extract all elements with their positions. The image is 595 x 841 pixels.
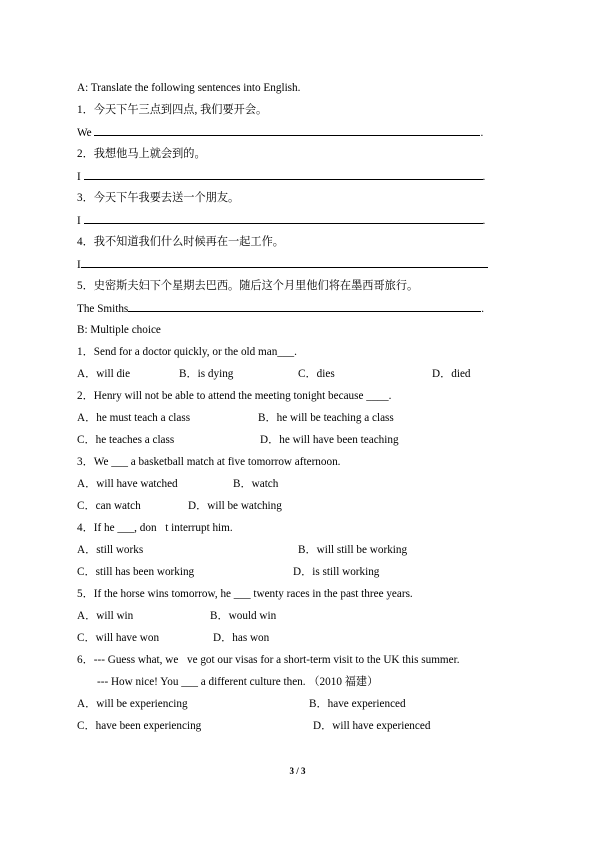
question-3-option-a[interactable]: A．will have watched xyxy=(77,478,178,490)
page-number: 3 / 3 xyxy=(289,766,306,776)
answer-starter: I xyxy=(77,215,84,227)
answer-line-1[interactable] xyxy=(77,125,483,140)
question-4-option-d[interactable]: D．is still working xyxy=(293,566,380,578)
answer-line-5[interactable] xyxy=(77,301,484,316)
question-5-stem: 5．If the horse wins tomorrow, he ___ twenty races in the past three years. xyxy=(77,588,413,600)
question-4-option-b[interactable]: B．will still be working xyxy=(298,544,408,556)
question-5-option-b[interactable]: B．would win xyxy=(210,610,277,622)
chinese-sentence: 我想他马上就会到的。 xyxy=(93,148,206,160)
question-3-stem: 3．We ___ a basketball match at five tomorrow afternoon. xyxy=(77,456,341,468)
answer-starter: We xyxy=(77,127,95,139)
item-number: 3． xyxy=(77,192,94,204)
question-3-option-d[interactable]: D．will be watching xyxy=(188,500,282,512)
answer-line-2[interactable] xyxy=(77,169,485,184)
question-6-option-d[interactable]: D．will have experienced xyxy=(313,720,431,732)
blank-line xyxy=(81,257,488,268)
item-number: 5． xyxy=(77,280,94,292)
answer-line-3[interactable] xyxy=(77,213,485,228)
question-2-option-b[interactable]: B．he will be teaching a class xyxy=(258,412,394,424)
question-1-option-a[interactable]: A．will die xyxy=(77,368,131,380)
translation-item-5 xyxy=(77,279,418,293)
blank-line xyxy=(84,169,483,180)
section-a-heading: A: Translate the following sentences into English. xyxy=(77,82,301,94)
question-5-option-d[interactable]: D．has won xyxy=(213,632,270,644)
question-1-option-c[interactable]: C．dies xyxy=(298,368,335,380)
translation-item-3 xyxy=(77,191,239,205)
question-6-stem: 6．--- Guess what, we ve got our visas for a short-term visit to the UK this summer. xyxy=(77,654,460,666)
question-4-option-a[interactable]: A．still works xyxy=(77,544,144,556)
question-6-stem-reply: --- How nice! You ___ a different culture then. （2010 福建） xyxy=(97,676,379,688)
item-number: 4． xyxy=(77,236,94,248)
blank-line xyxy=(84,213,483,224)
item-number: 2． xyxy=(77,148,94,160)
question-1-stem: 1．Send for a doctor quickly, or the old man___. xyxy=(77,346,297,358)
question-1-option-d[interactable]: D．died xyxy=(432,368,471,380)
question-5-option-c[interactable]: C．will have won xyxy=(77,632,160,644)
answer-end: . xyxy=(482,215,486,227)
question-4-option-c[interactable]: C．still has been working xyxy=(77,566,195,578)
answer-end: . xyxy=(481,303,485,315)
question-3-option-b[interactable]: B．watch xyxy=(233,478,279,490)
question-6-option-a[interactable]: A．will be experiencing xyxy=(77,698,188,710)
question-3-option-c[interactable]: C．can watch xyxy=(77,500,141,512)
translation-item-1 xyxy=(77,103,267,117)
chinese-sentence: 今天下午三点到四点, 我们要开会。 xyxy=(93,104,268,116)
blank-line xyxy=(128,301,481,312)
question-1-option-b[interactable]: B．is dying xyxy=(179,368,234,380)
answer-line-4[interactable] xyxy=(77,257,488,272)
answer-starter: I xyxy=(77,171,84,183)
answer-end: . xyxy=(482,171,486,183)
item-number: 1． xyxy=(77,104,94,116)
question-2-option-c[interactable]: C．he teaches a class xyxy=(77,434,175,446)
question-6-option-b[interactable]: B．have experienced xyxy=(309,698,406,710)
answer-starter: The Smiths xyxy=(77,303,129,315)
question-4-stem: 4．If he ___, don t interrupt him. xyxy=(77,522,233,534)
answer-starter: I xyxy=(77,259,81,271)
translation-item-4 xyxy=(77,235,284,249)
chinese-sentence: 我不知道我们什么时候再在一起工作。 xyxy=(93,236,284,248)
question-2-option-a[interactable]: A．he must teach a class xyxy=(77,412,191,424)
section-b-heading: B: Multiple choice xyxy=(77,324,161,336)
question-5-option-a[interactable]: A．will win xyxy=(77,610,134,622)
question-2-stem: 2．Henry will not be able to attend the meeting tonight because ____. xyxy=(77,390,392,402)
question-2-option-d[interactable]: D．he will have been teaching xyxy=(260,434,399,446)
chinese-sentence: 今天下午我要去送一个朋友。 xyxy=(93,192,240,204)
chinese-sentence: 史密斯夫妇下个星期去巴西。随后这个月里他们将在墨西哥旅行。 xyxy=(93,280,419,292)
question-6-option-c[interactable]: C．have been experiencing xyxy=(77,720,202,732)
blank-line xyxy=(94,125,480,136)
answer-end: . xyxy=(480,127,484,139)
translation-item-2 xyxy=(77,147,206,161)
